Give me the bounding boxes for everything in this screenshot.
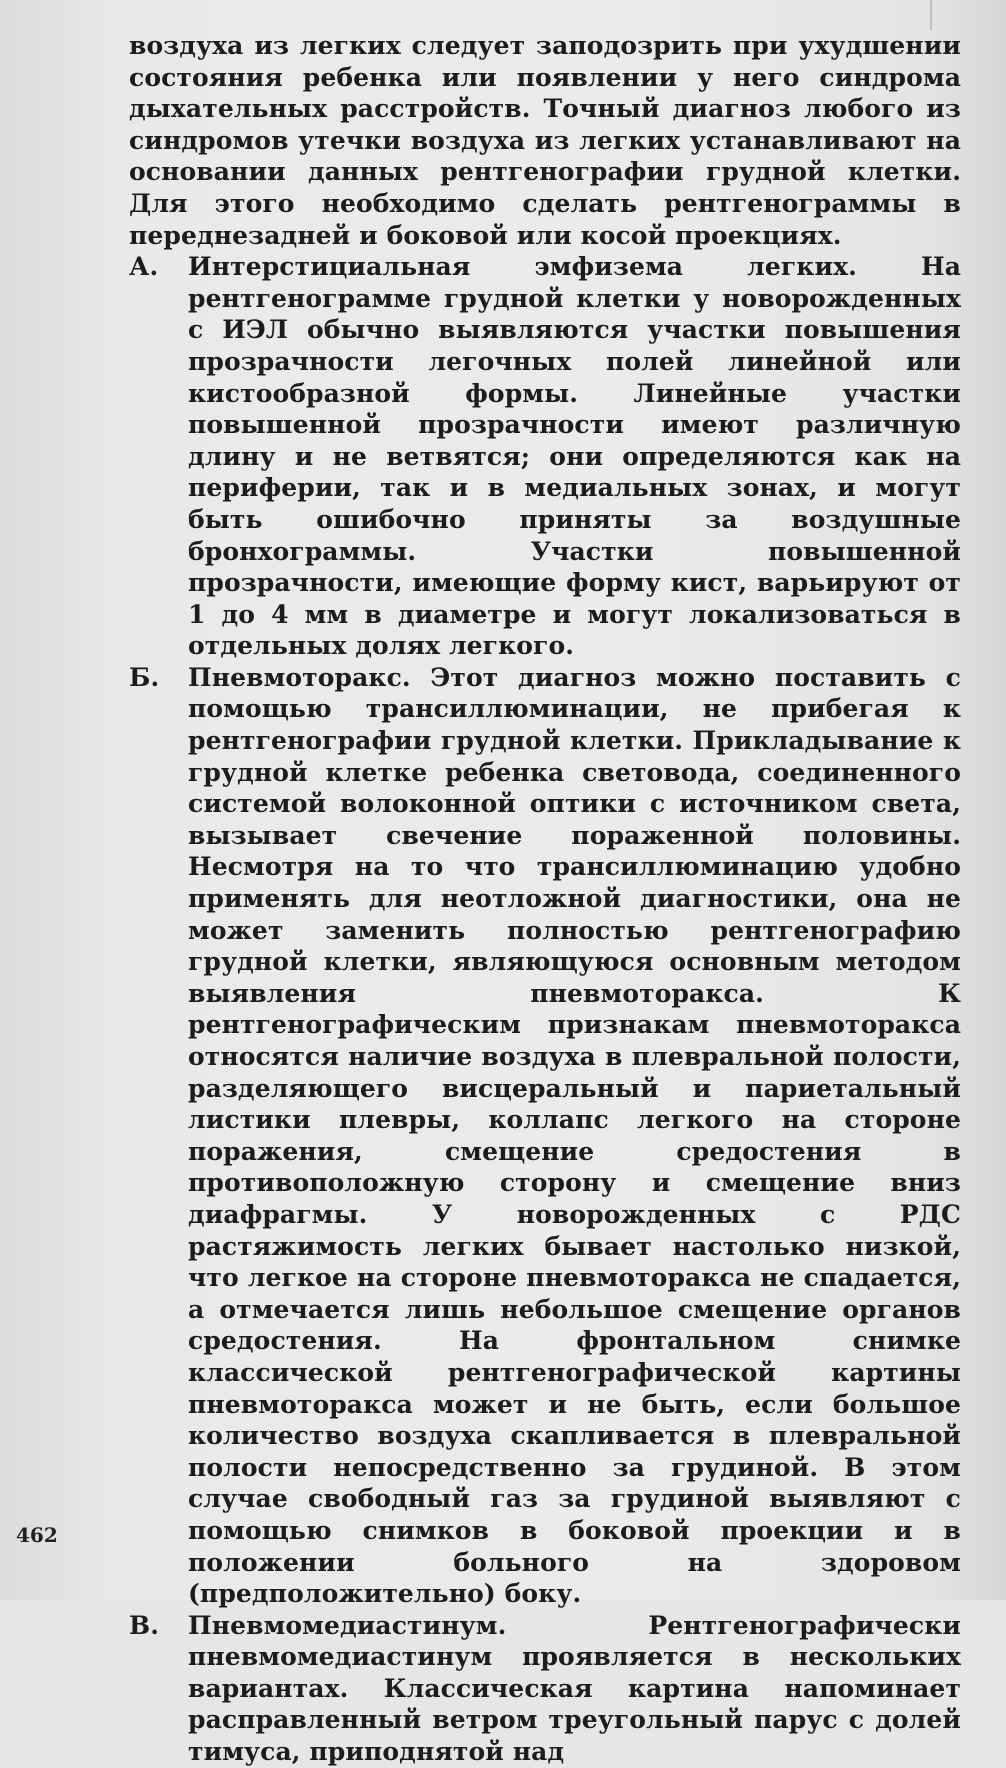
list-item-a bbox=[129, 251, 961, 662]
list-item-c bbox=[129, 1610, 961, 1768]
item-text-c: Рентгенографически пневмомедиастинум проявляется в нескольких вариантах. Классическая картина напоминает расправленный ветром треугольный парус с долей тимуса, приподнятой над bbox=[188, 1610, 961, 1767]
body-text bbox=[129, 30, 961, 1768]
page-edge-shadow bbox=[930, 0, 932, 30]
list-marker-c: В. bbox=[129, 1610, 160, 1640]
item-heading-c: Пневмомедиастинум. bbox=[188, 1610, 649, 1640]
item-heading-b: Пневмоторакс. bbox=[188, 662, 431, 692]
list-marker-b: Б. bbox=[129, 662, 160, 692]
item-text-b: Этот диагноз можно поставить с помощью трансиллюминации, не прибегая к рентгенографии грудной клетки. Прикладывание к грудной клетке ребенка световода, соединенного системой волоконной оптики с источником света, вызывает свечение пораженной половины. Несмотря на то что трансиллюминацию удобно применять для неотложной диагностики, она не может заменить полностью рентгенографию грудной клетки, являющуюся основным методом выявления пневмоторакса. К рентгенографическим признакам пневмоторакса относятся наличие воздуха в плевральной полости, разделяющего висцеральный и париетальный листики плевры, коллапс легкого на стороне поражения, смещение средостения в противоположную сторону и смещение вниз диафрагмы. У новорожденных с РДС растяжимость легких бывает настолько низкой, что легкое на стороне пневмоторакса не спадается, а отмечается лишь небольшое смещение органов средостения. На фронтальном снимке классической рентгенографической картины пневмоторакса может и не быть, если большое количество воздуха скапливается в плевральной полости непосредственно за грудиной. В этом случае свободный газ за грудиной выявляют с помощью снимков в боковой проекции и в положении больного на здоровом (предположительно) боку. bbox=[188, 662, 961, 1609]
item-heading-a: Интерстициальная эмфизема легких. bbox=[188, 252, 921, 282]
page-number: 462 bbox=[16, 1523, 58, 1547]
list-item-b bbox=[129, 662, 961, 1610]
item-text-a: На рентгенограмме грудной клетки у новорожденных с ИЭЛ обычно выявляются участки повышения прозрачности легочных полей линейной или кистообразной формы. Линейные участки повышенной прозрачности имеют различную длину и не ветвятся; они определяются как на периферии, так и в медиальных зонах, и могут быть ошибочно приняты за воздушные бронхограммы. Участки повышенной прозрачности, имеющие форму кист, варьируют от 1 до 4 мм в диаметре и могут локализоваться в отдельных долях легкого. bbox=[188, 252, 961, 661]
list-marker-a: А. bbox=[129, 252, 159, 282]
intro-paragraph: воздуха из легких следует заподозрить при ухудшении состояния ребенка или появлении у него синдрома дыхательных расстройств. Точный диагноз любого из синдромов утечки воздуха из легких устанавливают на основании данных рентгенографии грудной клетки. Для этого необходимо сделать рентгенограммы в переднезадней и боковой или косой проекциях. bbox=[129, 31, 961, 250]
